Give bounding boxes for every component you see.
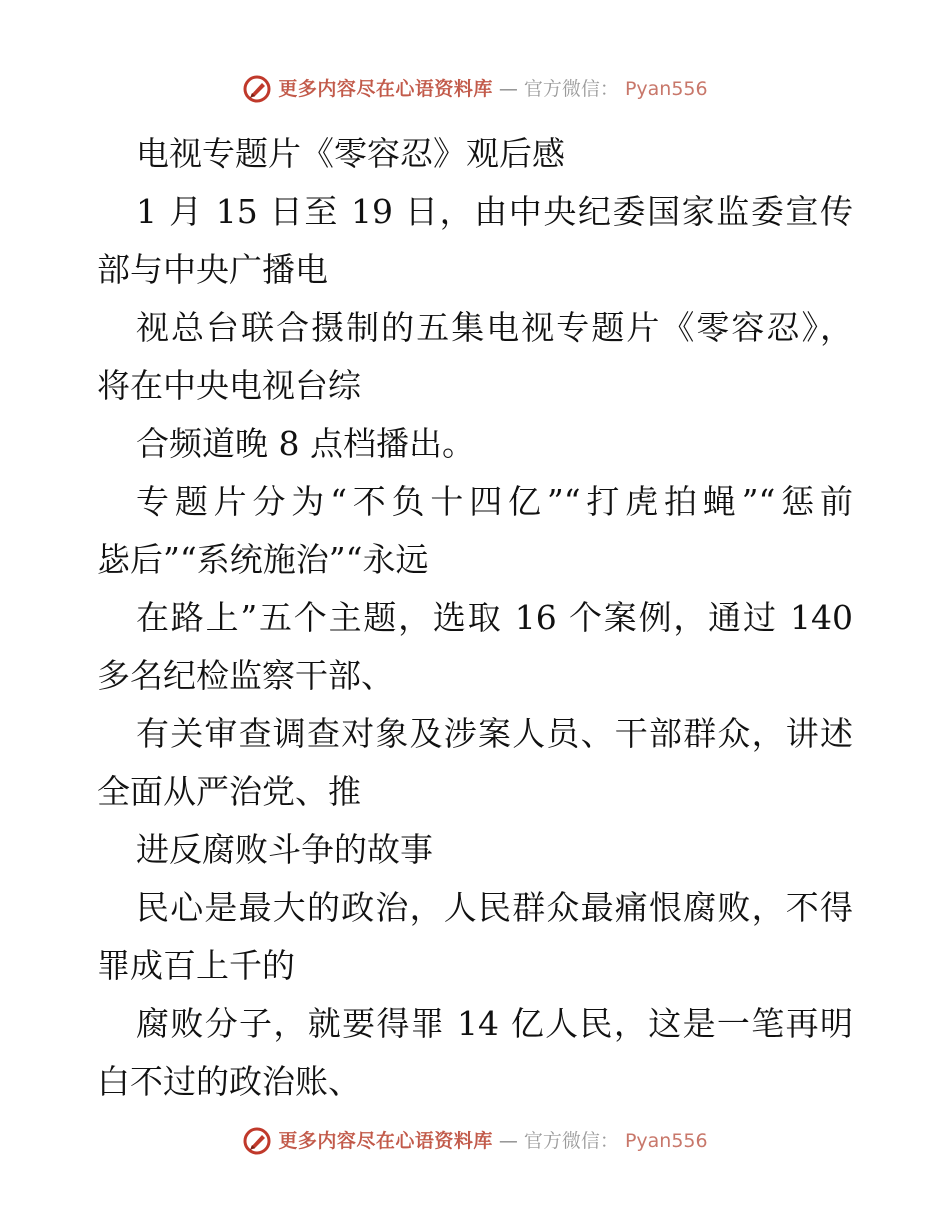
- pen-logo-icon: [242, 74, 272, 104]
- header-brand-text: 更多内容尽在心语资料库: [278, 78, 493, 100]
- paragraph-line: 1 月 15 日至 19 日，由中央纪委国家监委宣传: [136, 192, 853, 231]
- paragraph-line: 全面从严治党、推: [97, 772, 361, 811]
- paragraph-line: 毖后”“系统施治”“永远: [97, 540, 429, 579]
- paragraph-line: 专题片分为“不负十四亿”“打虎拍蝇”“惩前: [136, 482, 853, 521]
- paragraph-line: 将在中央电视台综: [97, 366, 361, 405]
- footer-contact-label: 官方微信：: [523, 1130, 619, 1152]
- footer-brand-text: 更多内容尽在心语资料库: [278, 1130, 493, 1152]
- paragraph-line: 合频道晚 8 点档播出。: [136, 424, 475, 463]
- paragraph-line: 多名纪检监察干部、: [97, 656, 394, 695]
- paragraph-line: 腐败分子，就要得罪 14 亿人民，这是一笔再明: [136, 1004, 853, 1043]
- pen-logo-icon: [242, 1126, 272, 1156]
- paragraph-line: 白不过的政治账、: [97, 1062, 361, 1101]
- header-wechat-id: Pyan556: [624, 78, 708, 100]
- paragraph-line: 进反腐败斗争的故事: [136, 830, 433, 869]
- header-watermark: [0, 74, 950, 104]
- paragraph-line: 有关审查调查对象及涉案人员、干部群众，讲述: [136, 714, 853, 753]
- paragraph-line: 民心是最大的政治，人民群众最痛恨腐败，不得: [136, 888, 853, 927]
- paragraph-line: 部与中央广播电: [97, 250, 328, 289]
- footer-separator: —: [498, 1130, 518, 1152]
- header-contact-label: 官方微信：: [523, 78, 619, 100]
- document-body: [97, 125, 853, 1111]
- footer-watermark: [0, 1126, 950, 1156]
- document-title: 电视专题片《零容忍》观后感: [136, 134, 565, 173]
- paragraph-line: 在路上”五个主题，选取 16 个案例，通过 140: [136, 598, 853, 637]
- footer-wechat-id: Pyan556: [624, 1130, 708, 1152]
- header-separator: —: [498, 78, 518, 100]
- paragraph-line: 视总台联合摄制的五集电视专题片《零容忍》，: [136, 308, 853, 347]
- paragraph-line: 罪成百上千的: [97, 946, 295, 985]
